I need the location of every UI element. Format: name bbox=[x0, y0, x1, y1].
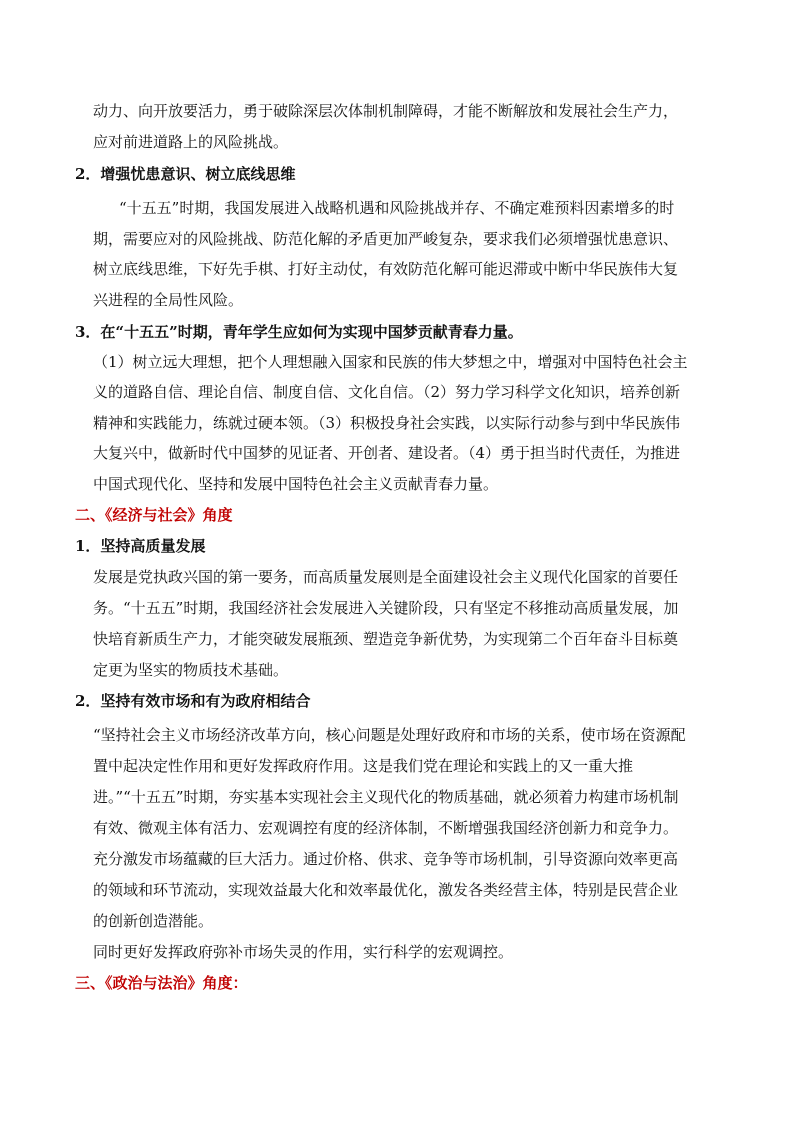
paragraph-line: 应对前进道路上的风险挑战。 bbox=[93, 133, 289, 151]
paragraph-line: 务。“十五五”时期，我国经济社会发展进入关键阶段，只有坚定不移推动高质量发展，加 bbox=[93, 599, 679, 617]
paragraph-line: 有效、微观主体有活力、宏观调控有度的经济体制，不断增强我国经济创新力和竞争力。 bbox=[93, 819, 679, 837]
paragraph-line: 义的道路自信、理论自信、制度自信、文化自信。（2）努力学习科学文化知识，培养创新 bbox=[93, 383, 681, 401]
paragraph-line: 快培育新质生产力，才能突破发展瓶颈、塑造竞争新优势，为实现第二个百年奋斗目标奠 bbox=[93, 630, 679, 648]
section-heading: 1．坚持高质量发展 bbox=[75, 537, 206, 555]
paragraph-line: 树立底线思维，下好先手棋、打好主动仗，有效防范化解可能迟滞或中断中华民族伟大复 bbox=[93, 260, 679, 278]
paragraph-line: 定更为坚实的物质技术基础。 bbox=[93, 661, 289, 679]
paragraph-line: 发展是党执政兴国的第一要务，而高质量发展则是全面建设社会主义现代化国家的首要任 bbox=[93, 568, 679, 586]
paragraph-line: 动力、向开放要活力，勇于破除深层次体制机制障碍，才能不断解放和发展社会生产力， bbox=[93, 102, 679, 120]
paragraph-line: 大复兴中，做新时代中国梦的见证者、开创者、建设者。（4）勇于担当时代责任，为推进 bbox=[93, 444, 681, 462]
paragraph-line: “十五五”时期，我国发展进入战略机遇和风险挑战并存、不确定难预料因素增多的时 bbox=[119, 199, 675, 217]
paragraph-line: 期，需要应对的风险挑战、防范化解的矛盾更加严峻复杂，要求我们必须增强忧患意识、 bbox=[93, 230, 679, 248]
section-heading: 2．坚持有效市场和有为政府相结合 bbox=[75, 692, 311, 710]
chapter-heading: 二、《经济与社会》角度 bbox=[75, 506, 233, 524]
paragraph-line: 兴进程的全局性风险。 bbox=[93, 291, 244, 309]
paragraph-line: 中国式现代化、坚持和发展中国特色社会主义贡献青春力量。 bbox=[93, 475, 499, 493]
paragraph-line: 精神和实践能力，练就过硬本领。（3）积极投身社会实践，以实际行动参与到中华民族伟 bbox=[93, 414, 681, 432]
chapter-heading: 三、《政治与法治》角度： bbox=[75, 974, 248, 992]
paragraph-line: （1）树立远大理想，把个人理想融入国家和民族的伟大梦想之中，增强对中国特色社会主 bbox=[93, 353, 688, 371]
paragraph-line: 的创新创造潜能。 bbox=[93, 912, 214, 930]
paragraph-line: “坚持社会主义市场经济改革方向，核心问题是处理好政府和市场的关系，使市场在资源配 bbox=[93, 726, 686, 744]
paragraph-line: 充分激发市场蕴藏的巨大活力。通过价格、供求、竞争等市场机制，引导资源向效率更高 bbox=[93, 850, 679, 868]
section-heading: 2．增强忧患意识、树立底线思维 bbox=[75, 165, 296, 183]
paragraph-line: 同时更好发挥政府弥补市场失灵的作用，实行科学的宏观调控。 bbox=[93, 943, 514, 961]
section-heading: 3．在“十五五”时期，青年学生应如何为实现中国梦贡献青春力量。 bbox=[75, 323, 523, 341]
paragraph-line: 置中起决定性作用和更好发挥政府作用。这是我们党在理论和实践上的又一重大推 bbox=[93, 757, 634, 775]
paragraph-line: 进。”“十五五”时期，夯实基本实现社会主义现代化的物质基础，就必须着力构建市场机制 bbox=[93, 788, 679, 806]
paragraph-line: 的领域和环节流动，实现效益最大化和效率最优化，激发各类经营主体，特别是民营企业 bbox=[93, 881, 679, 899]
